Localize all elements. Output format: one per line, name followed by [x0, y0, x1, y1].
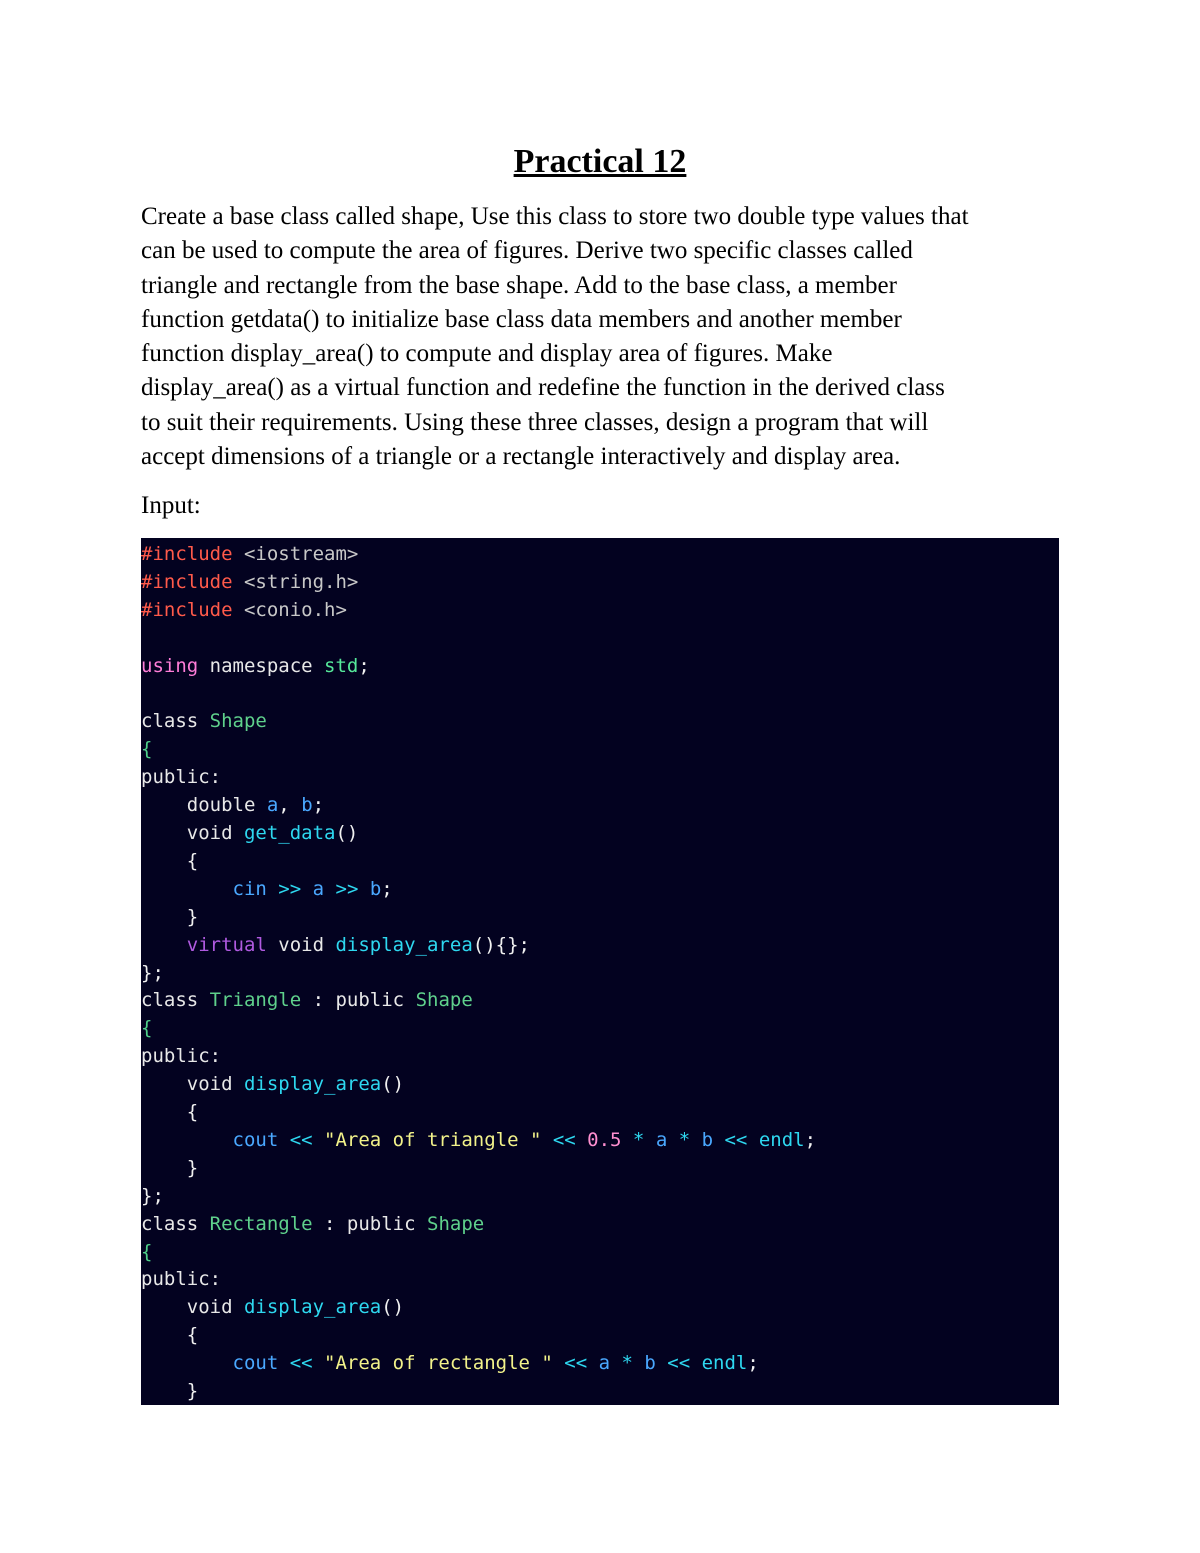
code-token: :	[324, 1212, 347, 1235]
code-token: }	[141, 1380, 199, 1402]
code-line	[141, 1042, 221, 1070]
paragraph-line: function display_area() to compute and display area of figures. Make	[141, 340, 833, 368]
code-token: namespace	[209, 654, 325, 677]
code-token: void	[141, 822, 244, 844]
code-token: <<	[289, 1128, 325, 1151]
code-token: b	[301, 794, 313, 817]
code-token: cout	[141, 1128, 290, 1151]
input-label: Input:	[141, 492, 201, 519]
code-token: ;	[747, 1352, 759, 1375]
page-title: Practical 12	[513, 143, 687, 180]
problem-statement	[141, 200, 1061, 474]
code-line	[141, 903, 198, 931]
paragraph-line: Create a base class called shape, Use this class to store two double type values that	[141, 203, 969, 230]
code-line	[141, 735, 152, 763]
code-line	[141, 540, 358, 568]
code-token: #include	[141, 598, 244, 621]
code-line	[141, 875, 393, 903]
code-token: public:	[141, 1268, 222, 1291]
code-line	[141, 847, 198, 875]
code-token: {	[141, 1240, 153, 1263]
code-token: display_area	[243, 1296, 382, 1319]
code-token: endl	[701, 1352, 748, 1375]
code-token: {	[141, 738, 153, 761]
code-token: virtual	[141, 933, 279, 956]
code-token: <<	[552, 1128, 588, 1151]
code-line	[141, 791, 324, 819]
code-token: b	[369, 877, 382, 900]
code-token: *	[678, 1128, 702, 1151]
code-line	[141, 819, 358, 847]
code-line	[141, 1098, 198, 1126]
code-token: ;	[312, 794, 325, 817]
code-token: ,	[278, 794, 302, 817]
code-token: void	[141, 1073, 244, 1096]
code-token: <<	[289, 1352, 325, 1375]
code-token: ;	[381, 877, 393, 900]
code-line	[141, 652, 370, 680]
code-token: double	[141, 794, 267, 817]
code-token: {	[141, 1101, 199, 1123]
code-token: Rectangle	[209, 1212, 325, 1235]
code-token: 0.5	[587, 1128, 633, 1151]
code-token: class	[141, 989, 210, 1012]
code-line	[141, 596, 347, 624]
code-token: {	[141, 849, 199, 872]
code-token: endl	[758, 1128, 805, 1151]
code-token: b	[701, 1128, 725, 1151]
code-line	[141, 1377, 198, 1405]
code-token: "Area of triangle "	[324, 1128, 553, 1151]
code-token: display_area	[243, 1073, 382, 1096]
code-token: <conio.h>	[243, 598, 347, 621]
code-line	[141, 1182, 164, 1210]
code-token: <<	[724, 1128, 759, 1151]
paragraph-line: display_area() as a virtual function and redefine the function in the derived class	[141, 374, 945, 402]
code-line	[141, 1265, 221, 1293]
code-line	[141, 1293, 404, 1321]
code-line	[141, 1154, 198, 1182]
code-token: ()	[381, 1296, 405, 1319]
code-line	[141, 1070, 404, 1098]
code-token: #include	[141, 543, 244, 565]
code-token: <<	[564, 1352, 599, 1375]
code-token: #include	[141, 570, 244, 593]
code-token: {	[141, 1017, 153, 1040]
code-token: public:	[141, 1045, 222, 1068]
code-line	[141, 986, 473, 1014]
code-token: ()	[381, 1073, 405, 1096]
code-token: b	[644, 1352, 668, 1375]
code-token: ;	[358, 654, 370, 677]
code-token: };	[141, 1184, 164, 1207]
code-token: *	[621, 1352, 645, 1375]
code-line	[141, 707, 267, 735]
code-token: :	[312, 989, 336, 1012]
code-token: >>	[335, 877, 370, 900]
code-token: {	[141, 1324, 199, 1347]
code-token: get_data	[243, 822, 336, 844]
code-token: public	[335, 989, 416, 1012]
code-line	[141, 931, 530, 959]
code-token: Triangle	[209, 989, 313, 1012]
code-line	[141, 1014, 152, 1042]
code-line	[141, 959, 164, 987]
code-line	[141, 1210, 484, 1238]
paragraph-line: can be used to compute the area of figures. Derive two specific classes called	[141, 237, 913, 265]
code-token: "Area of rectangle "	[324, 1352, 565, 1375]
code-line	[141, 1349, 759, 1377]
code-token: void	[141, 1296, 244, 1319]
paragraph-line: accept dimensions of a triangle or a rectangle interactively and display area.	[141, 443, 901, 471]
code-token: *	[632, 1128, 656, 1151]
code-token: std	[324, 654, 359, 677]
code-token: a	[655, 1128, 679, 1151]
paragraph-line: to suit their requirements. Using these three classes, design a program that will	[141, 408, 929, 436]
code-line	[141, 763, 221, 791]
code-line	[141, 1238, 152, 1266]
code-token: ;	[804, 1128, 817, 1151]
code-line	[141, 1126, 816, 1154]
code-token: <string.h>	[243, 570, 359, 593]
code-token: }	[141, 1156, 199, 1179]
code-token: public:	[141, 766, 222, 789]
code-token: ()	[335, 822, 359, 844]
code-token: Shape	[209, 710, 267, 733]
code-token: a	[266, 794, 279, 817]
code-token: class	[141, 710, 210, 733]
code-token: class	[141, 1212, 210, 1235]
code-token: >>	[278, 877, 313, 900]
code-token: };	[141, 961, 164, 984]
code-token: }	[141, 905, 199, 928]
code-token: cout	[141, 1352, 290, 1375]
code-block	[141, 538, 1059, 1405]
code-line	[141, 568, 358, 596]
code-token: using	[141, 654, 210, 677]
code-token: a	[598, 1352, 622, 1375]
code-token: void	[278, 933, 336, 956]
code-token: cin	[141, 877, 279, 900]
paragraph-line: triangle and rectangle from the base shape. Add to the base class, a member	[141, 271, 897, 299]
code-token: a	[312, 877, 336, 900]
code-token: Shape	[427, 1212, 485, 1235]
code-token: display_area	[335, 933, 473, 956]
paragraph-line: function getdata() to initialize base class data members and another member	[141, 305, 902, 333]
code-line	[141, 1321, 198, 1349]
code-token: public	[346, 1212, 427, 1235]
code-token: <<	[667, 1352, 702, 1375]
code-token: Shape	[415, 989, 473, 1012]
code-token: <iostream>	[243, 543, 359, 565]
code-token: (){};	[472, 933, 530, 956]
